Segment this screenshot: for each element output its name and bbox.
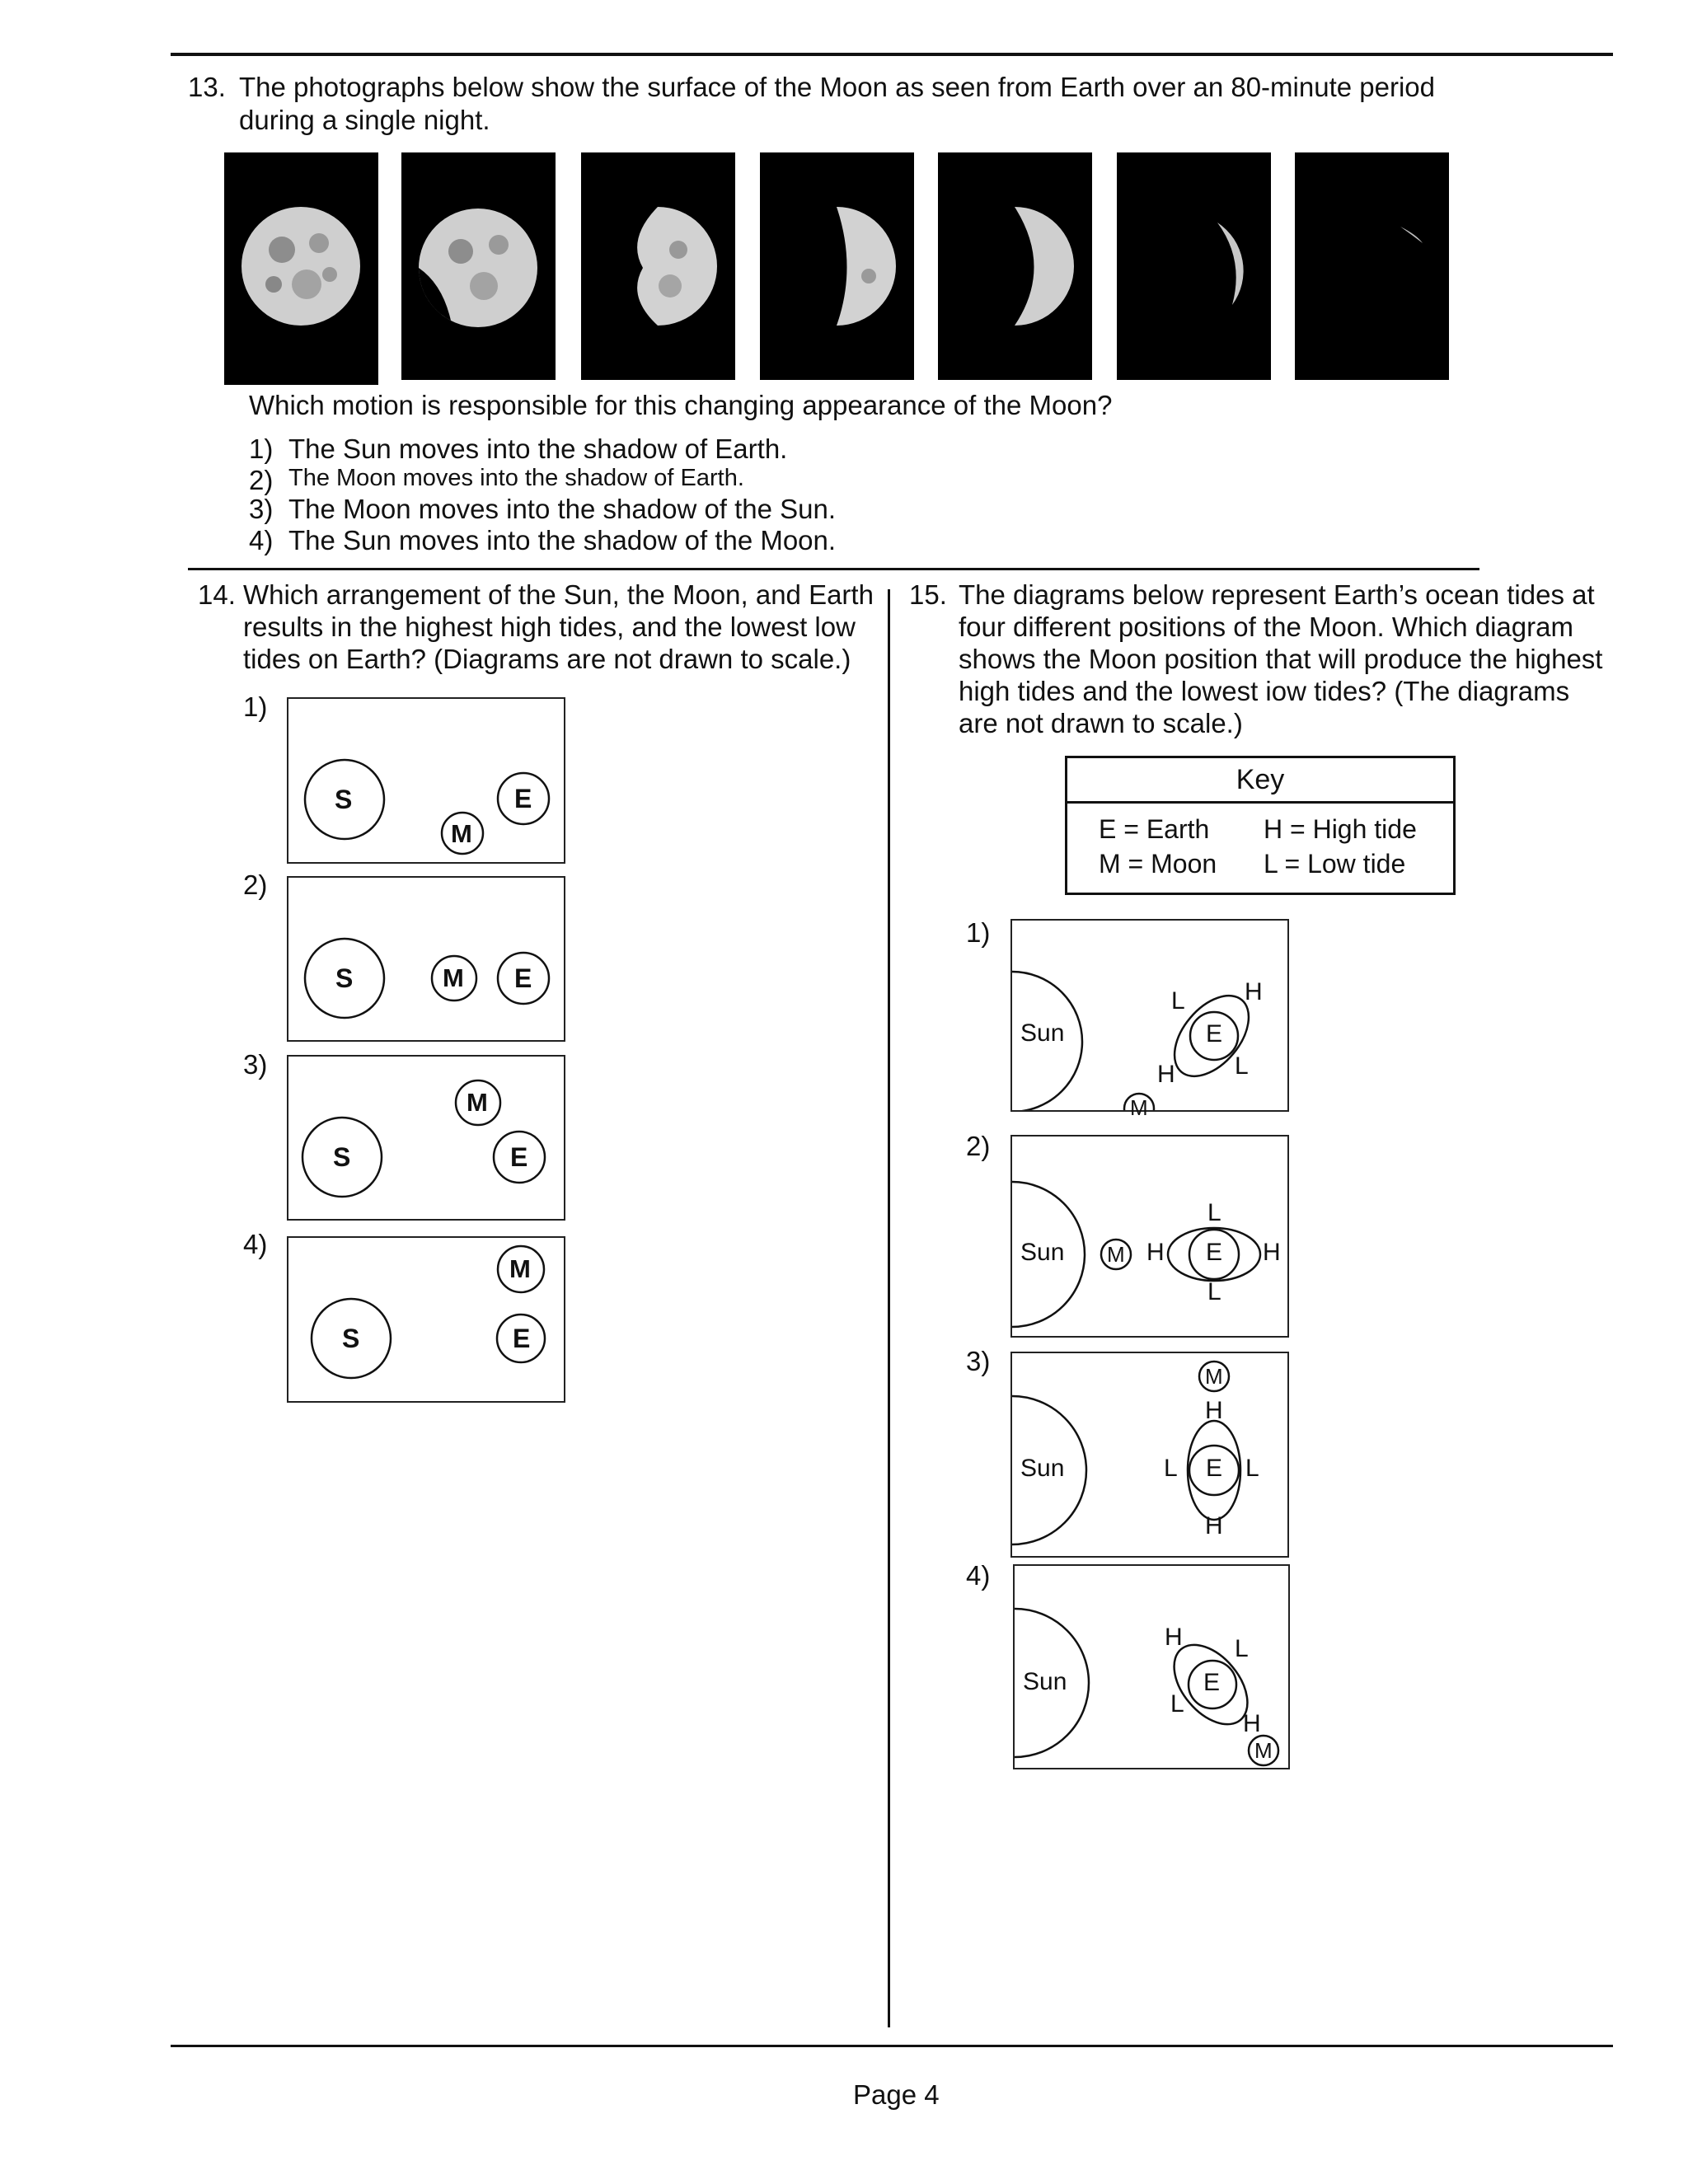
high-tide-label: H	[1263, 1239, 1281, 1266]
q14-stem-line3: tides on Earth? (Diagrams are not drawn to scale.)	[243, 644, 851, 674]
q14-option-2-label: 2)	[243, 869, 268, 900]
moon-photo-2	[401, 152, 556, 380]
q15-option-2-label: 2)	[966, 1131, 991, 1161]
low-tide-label: L	[1170, 1690, 1184, 1718]
q13-stem-line2: during a single night.	[239, 105, 490, 135]
q13-option-1-text[interactable]: The Sun moves into the shadow of Earth.	[288, 434, 788, 464]
q15-stem-line5: are not drawn to scale.)	[959, 708, 1243, 738]
earth-label: E	[514, 963, 532, 993]
moon-label: M	[1205, 1364, 1223, 1389]
key-title: Key	[1067, 758, 1453, 804]
q14-diagram-3[interactable]	[287, 1055, 565, 1221]
sun-label: Sun	[1020, 1019, 1065, 1047]
low-tide-label: L	[1207, 1278, 1221, 1305]
high-tide-label: H	[1205, 1512, 1223, 1540]
q14-option-4-label: 4)	[243, 1229, 268, 1259]
q15-number: 15.	[909, 579, 947, 610]
high-tide-label: H	[1157, 1061, 1175, 1088]
q15-option-4-label: 4)	[966, 1560, 991, 1591]
q14-option-1-label: 1)	[243, 691, 268, 722]
low-tide-label: L	[1235, 1052, 1249, 1080]
moon-photo-4	[760, 152, 914, 380]
earth-label: E	[1206, 1020, 1223, 1047]
earth-label: E	[514, 784, 532, 813]
q13-option-3-text[interactable]: The Moon moves into the shadow of the Sun.	[288, 494, 837, 524]
q15-diagram-4[interactable]	[1013, 1564, 1290, 1769]
q15-option-1-label: 1)	[966, 917, 991, 948]
earth-label: E	[510, 1142, 528, 1172]
q13-option-2-text[interactable]: The Moon moves into the shadow of Earth.	[288, 465, 744, 491]
low-tide-label: L	[1207, 1199, 1221, 1226]
sun-label: Sun	[1023, 1668, 1067, 1695]
key-earth: E = Earth	[1099, 814, 1210, 844]
high-tide-label: H	[1146, 1239, 1165, 1266]
bottom-rule	[171, 2045, 1613, 2047]
q15-diagram-1-art	[1012, 921, 1287, 1110]
q13-number: 13.	[188, 72, 226, 102]
high-tide-label: H	[1245, 978, 1263, 1005]
q15-diagram-2-art	[1012, 1137, 1287, 1336]
key-moon: M = Moon	[1099, 849, 1217, 879]
section-rule	[188, 568, 1479, 570]
high-tide-label: H	[1165, 1624, 1183, 1651]
moon-label: M	[1254, 1738, 1273, 1763]
moon-label: M	[509, 1254, 531, 1283]
q14-diagram-2[interactable]	[287, 876, 565, 1042]
sun-label: S	[335, 963, 354, 993]
q15-diagram-2[interactable]	[1010, 1135, 1289, 1338]
low-tide-label: L	[1245, 1455, 1259, 1482]
moon-photo-7	[1295, 152, 1449, 380]
moon-photo-5	[938, 152, 1092, 380]
earth-label: E	[513, 1324, 531, 1353]
low-tide-label: L	[1171, 987, 1185, 1015]
q14-diagram-2-art	[288, 878, 564, 1040]
q13-stem-line1: The photographs below show the surface of the Moon as seen from Earth over an 80-minute period	[239, 72, 1436, 102]
low-tide-label: L	[1235, 1635, 1249, 1662]
q14-diagram-3-art	[288, 1057, 564, 1219]
earth-label: E	[1206, 1455, 1223, 1482]
q14-diagram-1[interactable]	[287, 697, 565, 864]
sun-label: Sun	[1020, 1455, 1065, 1482]
q13-option-1-num: 1)	[249, 434, 274, 464]
q13-option-3-num: 3)	[249, 494, 274, 524]
low-tide-label: L	[1164, 1455, 1178, 1482]
q14-diagram-1-art	[288, 699, 564, 862]
top-rule	[171, 53, 1613, 56]
q15-option-3-label: 3)	[966, 1346, 991, 1376]
key-high-tide: H = High tide	[1264, 814, 1417, 844]
q14-stem-line1: Which arrangement of the Sun, the Moon, and Earth	[243, 579, 874, 610]
q13-option-2-num: 2)	[249, 465, 274, 495]
sun-label: S	[335, 785, 353, 814]
page-number: Page 4	[853, 2079, 940, 2110]
q14-stem-line2: results in the highest high tides, and the lowest low	[243, 612, 856, 642]
column-divider	[888, 589, 890, 2027]
q13-question: Which motion is responsible for this changing appearance of the Moon?	[249, 390, 1113, 420]
moon-photo-3	[581, 152, 735, 380]
sun-label: S	[342, 1324, 360, 1353]
q13-option-4-text[interactable]: The Sun moves into the shadow of the Moon.	[288, 525, 837, 555]
q14-diagram-4[interactable]	[287, 1236, 565, 1403]
key-low-tide: L = Low tide	[1264, 849, 1406, 879]
earth-label: E	[1206, 1239, 1223, 1266]
q13-option-4-num: 4)	[249, 525, 274, 555]
moon-label: M	[467, 1088, 488, 1117]
tide-key	[1065, 756, 1456, 895]
q15-stem-line3: shows the Moon position that will produce the highest	[959, 644, 1603, 674]
moon-label: M	[443, 963, 464, 992]
earth-label: E	[1203, 1669, 1221, 1696]
q15-diagram-1[interactable]	[1010, 919, 1289, 1120]
moon-photo-1	[224, 152, 378, 385]
q15-diagram-3[interactable]	[1010, 1352, 1289, 1558]
moon-label: M	[1130, 1095, 1148, 1120]
moon-label: M	[1107, 1242, 1125, 1267]
moon-label: M	[451, 819, 472, 848]
sun-label: Sun	[1020, 1239, 1065, 1266]
q15-stem-line4: high tides and the lowest iow tides? (The diagrams	[959, 676, 1570, 706]
high-tide-label: H	[1205, 1397, 1223, 1424]
q15-stem-line2: four different positions of the Moon. Which diagram	[959, 612, 1573, 642]
q15-stem-line1: The diagrams below represent Earth’s ocean tides at	[959, 579, 1595, 610]
q14-option-3-label: 3)	[243, 1049, 268, 1080]
sun-label: S	[333, 1142, 351, 1172]
moon-photo-6	[1117, 152, 1271, 380]
q14-number: 14.	[198, 579, 236, 610]
high-tide-label: H	[1243, 1710, 1261, 1737]
